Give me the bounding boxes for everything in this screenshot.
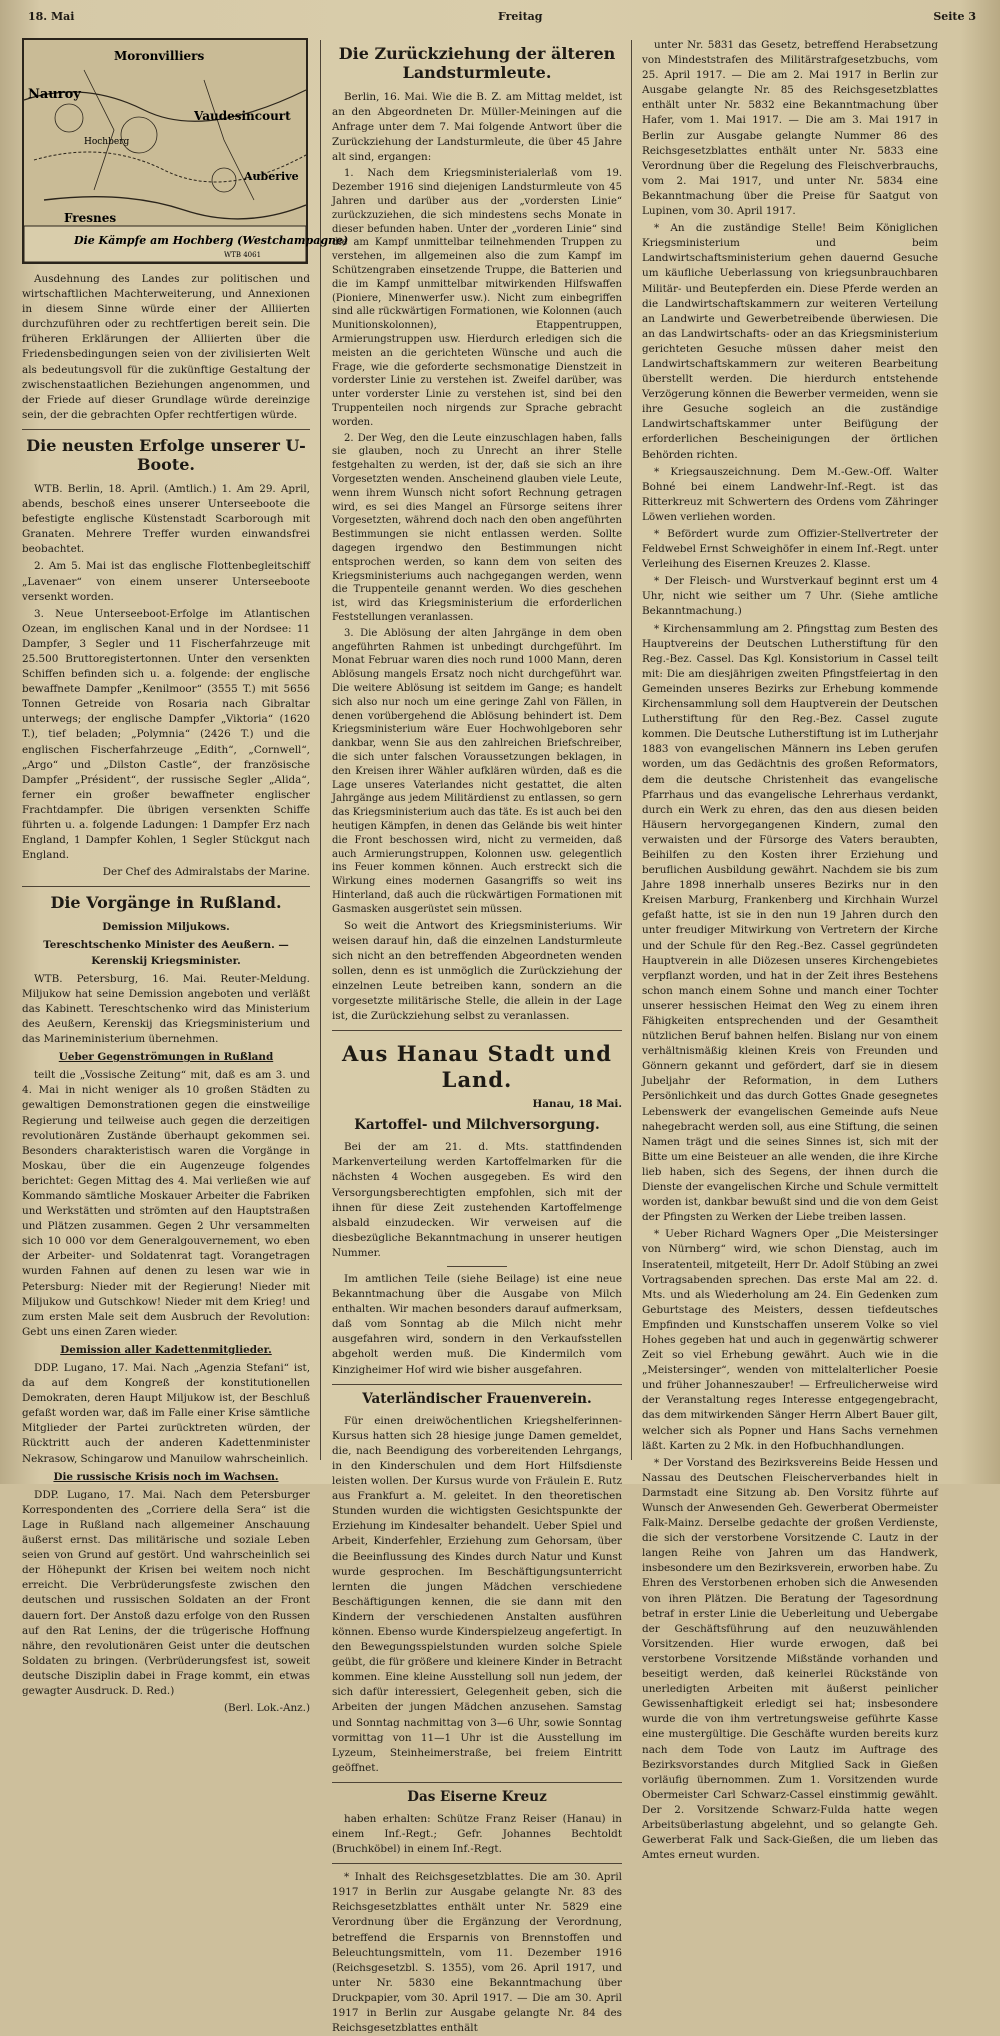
- paragraph: 3. Die Ablösung der alten Jahrgänge in dem oben angeführten Rahmen ist unbedingt durchgeführt. Im Monat Februar waren dies noch rund 1000 Mann, deren Ablösung mangels Ersatz noch nicht durchgeführt war. Die weitere Ablösung ist seitdem im Gange; es handelt sich also nur noch um eine geringe Zahl von Fällen, in denen vorübergehend die Ablösung behindert ist. Dem Kriegsministerium wäre Euer Hochwohlgeboren sehr dankbar, wenn Sie aus den zahlreichen Briefschreiber, die sich unter falschen Voraussetzungen beklagen, in den Kreisen ihrer Wähler aufklären würden, daß es die Lage unseres Vaterlandes nicht gestattet, die alten Jahrgänge aus jedem Militärdienst zu entlassen, so gern das Kriegsministerium auch das täte. Es ist auch bei den heutigen Kämpfen, in denen das Gelände bis weit hinter die Front beschossen wird, nicht zu vermeiden, daß auch Armierungstruppen, Kolonnen usw. gelegentlich ins Feuer kommen können. Auch erstreckt sich die Wirkung eines modernen Gasangriffs so weit ins Hinterland, daß auch die rückwärtigen Formationen mit Gasmasken ausgerüstet sein müssen.: [332, 627, 622, 915]
- map-place: Hochberg: [84, 137, 130, 147]
- paragraph: * Der Fleisch- und Wurstverkauf beginnt erst um 4 Uhr, nicht wie seither um 7 Uhr. (Siehe amtliche Bekanntmachung.): [642, 575, 938, 618]
- paragraph: DDP. Lugano, 17. Mai. Nach „Agenzia Stefani“ ist, da auf dem Kongreß der konstitutionellen Demokraten, deren Haupt Miljukow ist, der Beschluß gefaßt worden war, daß im Falle einer Krise sämtliche Mitglieder der Partei zurücktreten würden, der Rücktritt auch der anderen Kadettenminister Nekrasow, Schingarow und Manuilow wahrscheinlich.: [22, 1362, 310, 1465]
- paragraph: teilt die „Vossische Zeitung“ mit, daß es am 3. und 4. Mai in nicht weniger als 10 großen Städten zu gewaltigen Demonstrationen gegen die einstweilige Regierung und teilweise auch gegen die derzeitigen revolutionären Zustände überhaupt gekommen sei. Besonders charakteristisch waren die Vorgänge in Moskau, über die ein Augenzeuge folgendes berichtet: Gegen Mittag des 4. Mai verließen wie auf Kommando sämtliche Moskauer Arbeiter die Fabriken und Werkstätten und strömten auf den Hauptstraßen und Plätzen zusammen. Gegen 2 Uhr versammelten sich 10 000 vor dem Generalgouvernement, wo eben der Arbeiter- und Soldatenrat tagt. Vorangetragen wurden Fahnen auf denen zu lesen war wie in Petersburg: Nieder mit der Regierung! Nieder mit Miljukow und Gutschkow! Nieder mit dem Krieg! und zum ersten Male seit dem Ausbruch der Revolution: Gebt uns einen Zaren wieder.: [22, 1069, 310, 1338]
- headline-landsturm: Die Zurückziehung der älteren Landsturmleute.: [338, 44, 616, 82]
- column-rule: [320, 40, 321, 1460]
- paragraph: * An die zuständige Stelle! Beim Königlichen Kriegsministerium und beim Landwirtschaftsministerium gehen dauernd Gesuche um käufliche Ueberlassung von kriegsunbrauchbaren Militär- und Beutepferden ein. Diese Pferde werden an die Landwirtschaftskammern zur weiteren Verteilung an Landwirte und Gewerbetreibende überwiesen. Die an das Landwirtschafts- oder an das Kriegsministerium gerichteten Gesuche müssen daher meist den Landwirtschaftskammern zur weiteren Bearbeitung überstellt werden. Die hierdurch entstehende Verzögerung können die Bewerber vermeiden, wenn sie ihre Gesuche sogleich an die zuständige Landwirtschaftskammer unter Beifügung der erforderlichen Bescheinigungen der örtlichen Behörden richten.: [642, 222, 938, 461]
- divider: [332, 1384, 622, 1385]
- map-caption: Die Kämpfe am Hochberg (Westchampagne): [74, 234, 349, 247]
- subheadline: Ueber Gegenströmungen in Rußland: [58, 1051, 274, 1064]
- source-credit: (Berl. Lok.-Anz.): [223, 1702, 310, 1715]
- column-2: [332, 38, 622, 2035]
- paragraph: 3. Neue Unterseeboot-Erfolge im Atlantischen Ozean, im englischen Kanal und in der Nordsee: 11 Dampfer, 3 Segler und 11 Fischerfahrzeuge mit 25.500 Bruttoregistertonnen. Unter den versenkten Schiffen befinden sich u. a. folgende: der englische bewaffnete Dampfer „Kenilmoor“ (3555 T.) mit 5656 Tonnen Getreide von Rosaria nach Gibraltar unterwegs; der englische Dampfer „Viktoria“ (1620 T.), tief beladen; „Polymnia“ (2426 T.) und die englischen Fischerfahrzeuge „Edith“, „Cornwell“, „Argo“ und „Dilston Castle“, der französische Dampfer „Président“, der russische Segler „Alida“, ferner ein großer bewaffneter englischer Frachtdampfer. Die übrigen versenkten Schiffe führten u. a. folgende Ladungen: 1 Dampfer Erz nach England, 1 Dampfer Kohlen, 1 Segler Stückgut nach England.: [22, 607, 310, 862]
- column-3: [642, 38, 938, 1862]
- header-date: 18. Mai: [28, 10, 75, 23]
- subheadline: Die russische Krisis noch im Wachsen.: [53, 1470, 279, 1483]
- divider: [332, 1030, 622, 1031]
- subheadline: Tereschtschenko Minister des Aeußern. — Kerenskij Kriegsminister.: [43, 939, 289, 967]
- headline-iron-cross: Das Eiserne Kreuz: [407, 1788, 547, 1805]
- paragraph: Im amtlichen Teile (siehe Beilage) ist eine neue Bekanntmachung über die Ausgabe von Milch enthalten. Wir machen besonders darauf aufmerksam, daß vom Sonntag ab die Milch nicht mehr ausgefahren wird, sondern in den Verkaufsstellen abgeholt werden muß. Die Kindermilch vom Kinzigheimer Hof wird wie bisher ausgefahren.: [332, 1273, 622, 1376]
- paragraph: Bei der am 21. d. Mts. stattfindenden Markenverteilung werden Kartoffelmarken für die nächsten 4 Wochen ausgegeben. Es wird den Versorgungsberechtigten empfohlen, sich mit der ihnen für diese Zeit zustehenden Kartoffelmenge alsbald einzudecken. Wir verweisen auf die diesbezügliche Bekanntmachung in unserer heutigen Nummer.: [332, 1141, 622, 1259]
- paragraph: * Inhalt des Reichsgesetzblattes. Die am 30. April 1917 in Berlin zur Ausgabe gelangte Nr. 83 des Reichsgesetzblattes enthält unter Nr. 5829 eine Verordnung über die Ergänzung der Verordnung, betreffend die Ersparnis von Brennstoffen und Beleuchtungsmitteln, vom 11. Dezember 1916 (Reichsgesetzbl. S. 1355), vom 26. April 1917, und unter Nr. 5830 eine Bekanntmachung über Druckpapier, vom 30. April 1917. — Die am 30. April 1917 in Berlin zur Ausgabe gelangte Nr. 84 des Reichsgesetzblattes enthält: [332, 1871, 622, 2035]
- signature: Der Chef des Admiralstabs der Marine.: [102, 866, 310, 879]
- paragraph: Berlin, 16. Mai. Wie die B. Z. am Mittag meldet, ist an den Abgeordneten Dr. Müller-Meiningen auf die Anfrage unter dem 7. Mai folgende Antwort über die Zurückziehung der Landsturmleute, die über 45 Jahre alt sind, ergangen:: [332, 91, 622, 164]
- paragraph: * Befördert wurde zum Offizier-Stellvertreter der Feldwebel Ernst Schweighöfer in einem Inf.-Regt. unter Verleihung des Eisernen Kreuzes 2. Klasse.: [642, 528, 938, 571]
- paragraph: * Kirchensammlung am 2. Pfingsttag zum Besten des Hauptvereins der Deutschen Lutherstiftung für den Reg.-Bez. Cassel. Das Kgl. Konsistorium in Cassel teilt mit: Die am diesjährigen zweiten Pfingstfeiertag in den Gemeinden unseres Bezirks zur Erhebung kommende Kirchensammlung soll dem Hauptverein der Deutschen Lutherstiftung für den Reg.-Bez. Cassel zugute kommen. Die Deutsche Lutherstiftung ist im Lutherjahr 1883 von evangelischen Männern ins Leben gerufen worden, um das Gedächtnis des großen Reformators, dem die deutsche Christenheit das evangelische Pfarrhaus und das evangelische Lehrerhaus verdankt, durch ein Werk zu ehren, das den aus diesen beiden Häusern hervorgegangenen Kindern, zumal den verwaisten und der Fürsorge des Vaters beraubten, Beihilfen zu den Kosten ihrer Erziehung und beruflichen Ausbildung gewährt. Nachdem sie bis zum Jahre 1898 innerhalb unseres Bezirks nur in den Kreisen Marburg, Frankenberg und Kirchhain Wurzel gefaßt hatte, ist sie in den nun 19 Jahren durch den unter freudiger Mitwirkung von Vertretern der Kirche und der Schule für den Reg.-Bez. Cassel gegründeten Hauptverein in alle Diözesen unseres Kirchengebietes verpflanzt worden, und hat in der Zeit ihres Bestehens schon manch einem Sohne und manch einer Tochter unserer hessischen Heimat den Weg zu einem ihren Fähigkeiten entsprechenden und der Gesamtheit nützlichen Beruf bahnen helfen. Bislang nur von einem verhältnismäßig kleinen Kreis von Freunden und Gönnern gekannt und gefördert, darf sie in diesem Jubeljahr der Reformation, in dem Luthers Persönlichkeit und das durch Gottes Gnade gesegnetes Lebenswerk der evangelischen Gemeinde aufs Neue nahegebracht werden soll, aus eine Stiftung, die seinen Namen trägt und die seines Sinnes ist, sich mit der Bitte um eine Beisteuer an alle wenden, die ihre Kirche lieb haben, sich des Segens, der ihnen durch die Dienste der evangelischen Kirche und Schule vermittelt worden ist, dankbar bewußt sind und die von dem Geist der Pfingsten zu Werken der Liebe treiben lassen.: [642, 622, 938, 1224]
- map-place: Nauroy: [28, 87, 81, 102]
- article-continuation: Ausdehnung des Landes zur politischen und wirtschaftlichen Machterweiterung, und Annexionen in diesem Sinne würde einer der Alliierten durchzuführen oder zu rechtfertigen bereit sein. Die früheren Erklärungen der Alliierten über die Friedensbedingungen seien von der zivilisierten Welt als bedeutungsvoll für die zukünftige Gestaltung der zwischenstaatlichen Beziehungen angenommen, und der Friede auf dieser Grundlage würde dereinzige sein, der die gebrachten Opfer rechtfertigen würde.: [22, 273, 310, 421]
- paragraph: * Kriegsauszeichnung. Dem M.-Gew.-Off. Walter Bohné bei einem Landwehr-Inf.-Regt. ist das Ritterkreuz mit Schwertern des Ordens vom Zähringer Löwen verliehen worden.: [642, 465, 938, 523]
- column-rule: [631, 40, 632, 1460]
- paragraph: WTB. Berlin, 18. April. (Amtlich.) 1. Am 29. April, abends, beschoß eines unserer Unterseeboote die befestigte englische Küstenstadt Scarborough mit Granaten. Mehrere Treffer wurden einwandsfrei beobachtet.: [22, 482, 310, 556]
- map-place: Vaudesincourt: [194, 109, 291, 123]
- column-1: [22, 38, 349, 1715]
- paragraph: unter Nr. 5831 das Gesetz, betreffend Herabsetzung von Mindeststrafen des Militärstrafgesetzbuchs, vom 25. April 1917. — Die am 2. Mai 1917 in Berlin zur Ausgabe gelangte Nr. 85 des Reichsgesetzblattes enthält unter Nr. 5832 eine Bekanntmachung über Hafer, vom 1. Mai 1917. — Die am 3. Mai 1917 in Berlin zur Ausgabe gelangte Nummer 86 des Reichsgesetzblattes enthält unter Nr. 5833 eine Verordnung über die Regelung des Fleischverbrauchs, vom 2. Mai 1917, und unter Nr. 5834 eine Bekanntmachung über die Preise für Saatgut von Lupinen, vom 30. April 1917.: [642, 39, 938, 218]
- divider: [22, 429, 310, 430]
- paragraph: 2. Der Weg, den die Leute einzuschlagen haben, falls sie glauben, noch zu Unrecht an ihrer Stelle festgehalten zu werden, ist der, daß sie sich an ihre Vorgesetzten wenden. Anscheinend glauben viele Leute, wenn ihrem Wunsch nicht sofort Rechnung getragen wird, es sei dies Mangel an Fürsorge seitens ihrer Vorgesetzten, während doch nach den oben angeführten Bestimmungen sie nicht entlassen werden. Sollte dagegen irgendwo den Bestimmungen nicht entsprochen werden, so kann dem von seiten des Kriegsministeriums auch nachgegangen werden, wenn die Truppenteile genannt werden. Wo dies geschehen ist, wird das Kriegsministerium die erforderlichen Feststellungen veranlassen.: [332, 432, 622, 623]
- map-credit: WTB 4061: [224, 251, 262, 259]
- divider: [22, 886, 310, 887]
- map-drawing: [24, 40, 349, 262]
- paragraph: 1. Nach dem Kriegsministerialerlaß vom 19. Dezember 1916 sind diejenigen Landsturmleute von 45 Jahren und darüber aus der „vordersten Linie“ zurückzuziehen, die sich mindestens sechs Monate in dieser befunden haben. Unter der „vorderen Linie“ sind die am Kampf unmittelbar teilnehmenden Truppen zu verstehen, im allgemeinen also die zum Kampf im Schützengraben einsetzende Truppe, die Batterien und die im Kampf unmittelbar mitwirkenden Hilfswaffen (Pioniere, Minenwerfer usw.). Nicht zum einbegriffen sind alle rückwärtigen Formationen, wie Kolonnen (auch Munitionskolonnen), Etappentruppen, Armierungstruppen usw. Hierdurch erledigen sich die meisten an die gerichteten Wünsche und auch die Frage, wie die geforderte sechsmonatige Dienstzeit in vorderster Linie zu verstehen ist. Zweifel darüber, was unter vorderster Linie zu verstehen ist, sind bei den Truppenteilen noch nirgends zur Sprache gebracht worden.: [332, 168, 622, 428]
- paragraph: 2. Am 5. Mai ist das englische Flottenbegleitschiff „Lavenaer“ von einem unserer Unterseeboote versenkt worden.: [22, 560, 310, 603]
- page-header: [28, 10, 976, 28]
- headline-women-association: Vaterländischer Frauenverein.: [362, 1390, 592, 1407]
- divider: [447, 1266, 507, 1267]
- paragraph: * Ueber Richard Wagners Oper „Die Meistersinger von Nürnberg“ wird, wie schon Dienstag, auch im Inseratenteil, mitgeteilt, Herr Dr. Adolf Stübing an zwei Vortragsabenden sprechen. Das erste Mal am 22. d. Mts. und als Wiederholung am 24. Ein Gedenken zum Geburtstage des Meisters, dessen tiefdeutsches Empfinden und Kunstschaffen unserem Volke so viel Hohes gegeben hat und auch in gegenwärtig schwerer Zeit so viel Erhebung gewährt. Auch wie in die „Meistersinger“, wenden von mittelalterlicher Poesie und früher Johanneszauber! — Erfreulicherweise wird der Veranstaltung reges Interesse entgegengebracht, das dem mitwirkenden Sänger Herrn Albert Bauer gilt, welcher sich als Popner und Hans Sachs vernehmen läßt. Karten zu 2 Mk. in den Hofbuchhandlungen.: [642, 1228, 938, 1452]
- divider: [332, 1782, 622, 1783]
- header-page-number: Seite 3: [933, 10, 976, 23]
- paragraph: haben erhalten: Schütze Franz Reiser (Hanau) in einem Inf.-Regt.; Gefr. Johannes Bechtoldt (Bruchköbel) in einem Inf.-Regt.: [332, 1812, 622, 1856]
- subheadline: Demission Miljukows.: [102, 921, 230, 934]
- paragraph: DDP. Lugano, 17. Mai. Nach dem Petersburger Korrespondenten des „Corriere della Sera“ ist die Lage in Rußland nach allgemeiner Anschauung äußerst ernst. Das militärische und soziale Leben seien von Grund auf gestört. Und wahrscheinlich sei der Höhepunkt der Krisen bei weitem noch nicht erreicht. Die Verbrüderungsfeste zwischen den deutschen und russischen Soldaten an der Front dauern fort. Der Anstoß dazu erfolge von den Russen auf den Rat Lenins, der die trügerische Hoffnung nähre, den revolutionären Geist unter die deutschen Soldaten zu bringen. (Verbrüderungsfest ist, soweit deutsche Disziplin dabei in Frage kommt, ein etwas gewagter Ausdruck. D. Red.): [22, 1488, 310, 1697]
- battle-map: [22, 38, 349, 264]
- subheadline: Demission aller Kadettenmitglieder.: [60, 1343, 272, 1356]
- paragraph: Für einen dreiwöchentlichen Kriegshelferinnen-Kursus hatten sich 28 hiesige junge Damen gemeldet, die, nach Beendigung des vorbereitenden Lehrgangs, in den Kinderschulen und dem Hort Hilfsdienste leisten wollen. Der Kursus wurde von Fräulein E. Rutz aus Frankfurt a. M. geleitet. In den theoretischen Stunden wurden die wichtigsten Gesichtspunkte der Erziehung im Kindesalter behandelt. Ueber Spiel und Arbeit, Kinderfehler, Erziehung zum Gehorsam, über die Beeinflussung des Kindes durch Natur und Kunst wurde gesprochen. Im Beschäftigungsunterricht lernten die jungen Mädchen verschiedene Beschäftigungen kennen, die sie dann mit den Kindern der verschiedenen Anstalten ausführen können. Ebenso wurde Kinderspielzeug angefertigt. In den Bewegungsspielstunden wurden solche Spiele geübt, die für größere und kleinere Kinder in Betracht kommen. Eine kleine Ausstellung soll nun jedem, der sich dafür interessiert, Gelegenheit geben, sich die Arbeiten der jungen Mädchen anzusehen. Samstag und Sonntag nachmittag von 3—6 Uhr, sowie Sonntag vormittag von 11—1 Uhr ist die Ausstellung im Lyzeum, Steinheimerstraße, bei freiem Eintritt geöffnet.: [332, 1414, 622, 1774]
- headline-potato-milk: Kartoffel- und Milchversorgung.: [354, 1117, 600, 1134]
- paragraph: * Der Vorstand des Bezirksvereins Beide Hessen und Nassau des Deutschen Fleischerverbandes hielt in Darmstadt eine Sitzung ab. Den Vorsitz führte auf Wunsch der Anwesenden Geh. Gewerberat Obermeister Falk-Mainz. Derselbe gedachte der großen Verdienste, die sich der verstorbene Vorsitzende C. Lautz in der langen Reihe von Jahren um das Handwerk, insbesondere um den Bezirksverein, erworben habe. Zu Ehren des Verstorbenen erhoben sich die Anwesenden von ihren Plätzen. Die Beratung der Tagesordnung betraf in erster Linie die Ueberleitung und Uebergabe der Geschäftsführung auf den neuzuwählenden Vorsitzenden. Hier wurde erwogen, daß bei verstorbene Vorsitzende Mißstände vorhanden und beseitigt werden, daß keinerlei Rückstände von unerledigten Arbeiten mit äußerst peinlicher Gewissenhaftigkeit erledigt sei hat; insbesondere wurde die von ihm vertretungsweise geführte Kasse eine mustergültige. Die Geschäfte wurden bereits kurz nach dem Tode von Lautz im Auftrage des Bezirksvorstandes durch Mitglied Sack in Gießen vorläufig übernommen. Zum 1. Vorsitzenden wurde Obermeister Carl Schwarz-Cassel einstimmig gewählt. Der 2. Vorsitzende Schwarz-Fulda hatte wegen Arbeitsüberlastung abgelehnt, und so gelangte Geh. Gewerberat Falk und Sack-Gießen, die um lieben das Amtes erneut wurden.: [642, 1456, 938, 1862]
- paragraph: So weit die Antwort des Kriegsministeriums. Wir weisen darauf hin, daß die einzelnen Landsturmleute sich nicht an den betreffenden Abgeordneten wenden sollen, denn es ist unmöglich die Zurückziehung der einzelnen Leute betreiben kann, sondern an die vorgesetzte militärische Stelle, die allein in der Lage ist, die Zurückziehung selbst zu veranlassen.: [332, 919, 622, 1023]
- section-heading-local: Aus Hanau Stadt und Land.: [342, 1041, 612, 1093]
- divider: [332, 1863, 622, 1864]
- headline-russia: Die Vorgänge in Rußland.: [50, 893, 282, 913]
- paragraph: WTB. Petersburg, 16. Mai. Reuter-Meldung. Miljukow hat seine Demission angeboten und verläßt das Kabinett. Tereschtschenko wird das Ministerium des Aeußern, Kerenskij das Kriegsministerium und das Marineministerium übernehmen.: [22, 972, 310, 1046]
- header-day: Freitag: [498, 10, 543, 23]
- dateline: Hanau, 18 Mai.: [532, 1098, 622, 1111]
- map-place: Moronvilliers: [114, 49, 205, 63]
- map-place: Auberive: [244, 170, 299, 183]
- map-place: Fresnes: [64, 211, 117, 225]
- headline-u-boats: Die neusten Erfolge unserer U-Boote.: [26, 435, 306, 474]
